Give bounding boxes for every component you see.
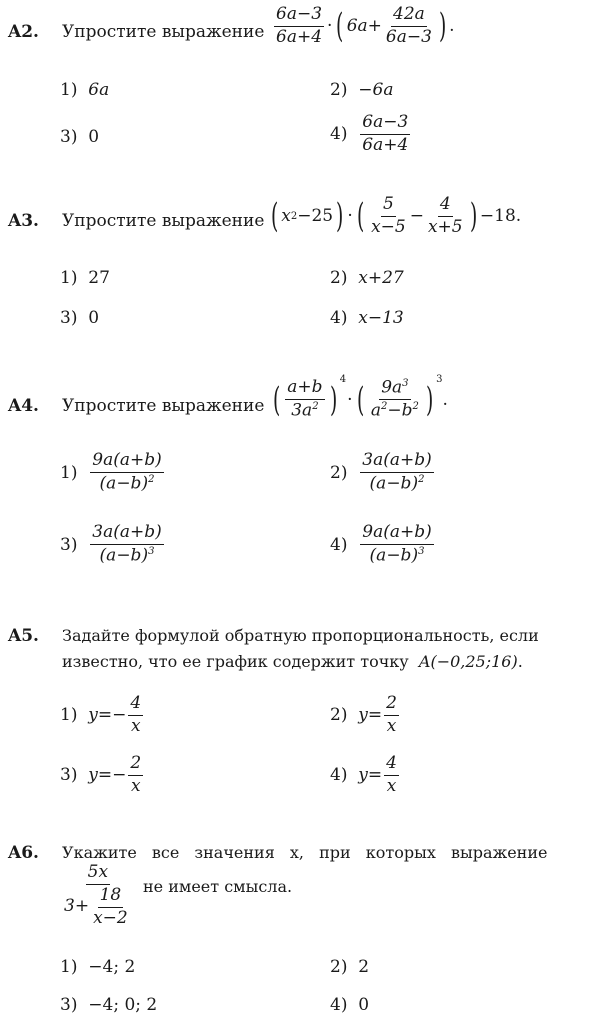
question-expression: ( x2−25) · ( $\frac{5}{x-5}$ − $\frac{4}{x+5}$ ) −18. [270, 194, 522, 237]
answer-option[interactable]: 1) $\frac{9a(a+b)}{(a-b)^2}$ [60, 450, 162, 494]
answer-option[interactable]: 3) 0 [60, 308, 100, 328]
answer-option[interactable]: 2) −6a [330, 80, 394, 100]
answer-option[interactable]: 1) −4; 2 [60, 957, 136, 977]
question-expression: $\frac{6a-3}{6a+4}$ · ( 6a+ $\frac{42a}{6a-3}$ ) . [276, 4, 455, 47]
answer-option[interactable]: 2) y= $\frac{2}{x}$ [330, 693, 397, 736]
answer-option[interactable]: 4) $\frac{9a(a+b)}{(a-b)^3}$ [330, 522, 432, 566]
answer-option[interactable]: 2) 2 [330, 957, 370, 977]
answer-option[interactable]: 3) $\frac{3a(a+b)}{(a-b)^3}$ [60, 522, 162, 566]
answer-option[interactable]: 4) x−13 [330, 308, 404, 328]
answer-option[interactable]: 4) $\frac{6a-3}{6a+4}$ [330, 112, 409, 155]
answer-option[interactable]: 3) 0 [60, 127, 100, 147]
answer-option[interactable]: 2) x+27 [330, 268, 404, 288]
answer-option[interactable]: 3) y=− $\frac{2}{x}$ [60, 753, 142, 796]
question-prompt: Укажите все значения x, при которых выражение [62, 843, 548, 862]
answer-option[interactable]: 2) $\frac{3a(a+b)}{(a-b)^2}$ [330, 450, 432, 494]
question-prompt: Упростите выражение [62, 211, 265, 231]
answer-option[interactable]: 4) y= $\frac{4}{x}$ [330, 753, 397, 796]
answer-option[interactable]: 1) y=− $\frac{4}{x}$ [60, 693, 142, 736]
question-prompt: Упростите выражение [62, 396, 265, 416]
question-number: A5. [8, 626, 39, 646]
answer-option[interactable]: 1) 27 [60, 268, 110, 288]
question-prompt-tail: не имеет смысла. [143, 877, 293, 896]
question-expression: 5x 3+ $\frac{18}{x-2}$ [64, 862, 128, 928]
question-number: A4. [8, 396, 39, 416]
question-prompt: Упростите выражение [62, 22, 265, 42]
answer-option[interactable]: 1) 6a [60, 80, 110, 100]
question-prompt: Задайте формулой обратную пропорциональность, если [62, 626, 539, 645]
question-number: A6. [8, 843, 39, 863]
question-number: A2. [8, 22, 39, 42]
answer-option[interactable]: 4) 0 [330, 995, 370, 1015]
question-prompt-line2: известно, что ее график содержит точку A(−0,25;16). [62, 652, 523, 671]
question-number: A3. [8, 211, 39, 231]
question-expression: ( $\frac{a+b}{3a^2}$ ) $^4$· ( $\frac{9a^3}{a^2-b^2}$ ) $^3$. [272, 374, 448, 421]
answer-option[interactable]: 3) −4; 0; 2 [60, 995, 158, 1015]
